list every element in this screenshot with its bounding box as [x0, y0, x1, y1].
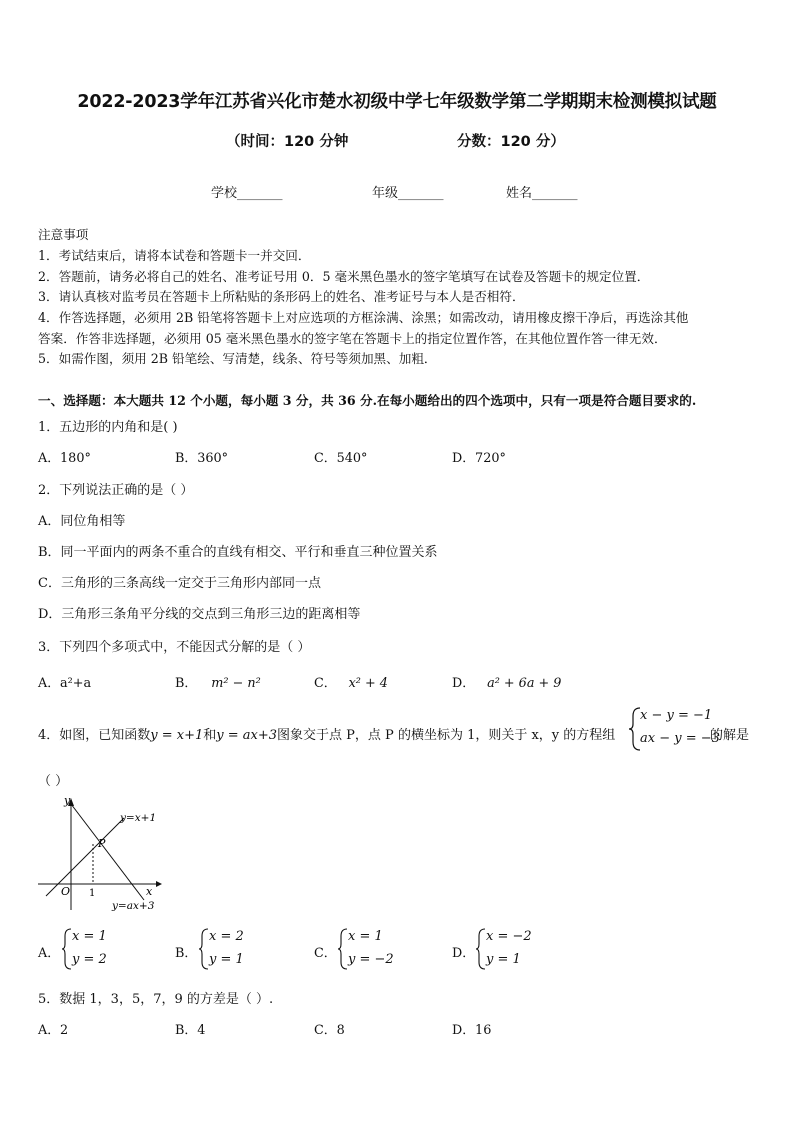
q3-label-b: B．	[175, 676, 198, 691]
exam-title: 2022-2023学年江苏省兴化市楚水初级中学七年级数学第二学期期末检测模拟试题	[77, 92, 717, 112]
q5-option-c: C．8	[314, 1023, 345, 1038]
x-axis-label: x	[146, 885, 153, 898]
q4-stem	[38, 724, 615, 743]
notice-item-5: 5．如需作图，须用 2B 铅笔绘、写清楚，线条、符号等须加黑、加粗．	[38, 351, 437, 366]
q3-stem: 3．下列四个多项式中，不能因式分解的是（ ）	[38, 640, 311, 655]
q3-label-d: D．	[452, 676, 476, 691]
q4-option-a-line-1: x = 1	[72, 929, 107, 944]
q3-expr-a: a²+a	[60, 676, 92, 691]
q1-option-c: C．540°	[314, 451, 368, 466]
q2-stem: 2．下列说法正确的是（ ）	[38, 483, 194, 498]
q1-stem: 1．五边形的内角和是( )	[38, 420, 178, 435]
name-field: 姓名_______	[506, 186, 578, 201]
notice-item-3: 3．请认真核对监考员在答题卡上所粘贴的条形码上的姓名、准考证号与本人是否相符．	[38, 289, 525, 304]
q4-label-b: B．	[175, 946, 198, 961]
q1-option-a: A．180°	[38, 451, 91, 466]
q4-option-a-line-2: y = 2	[72, 952, 107, 967]
q4-option-b-line-2: y = 1	[209, 952, 244, 967]
q4-function-2: y = ax+3	[216, 728, 278, 743]
notice-heading: 注意事项	[38, 227, 89, 242]
q4-label-c: C．	[314, 946, 337, 961]
q2-option-d: D．三角形三条角平分线的交点到三角形三边的距离相等	[38, 607, 361, 622]
q4-option-b-line-1: x = 2	[209, 929, 244, 944]
point-p-label: P	[98, 837, 106, 850]
q4-and: 和	[203, 728, 217, 743]
q4-stem-part2: 图象交于点 P，点 P 的横坐标为 1，则关于 x，y 的方程组	[277, 728, 616, 743]
q4-paren: （ ）	[38, 774, 69, 789]
q4-stem-part3: 的解是	[710, 728, 750, 743]
q4-label-a: A．	[38, 946, 61, 961]
school-field: 学校_______	[211, 186, 283, 201]
score-label: 分数：120 分）	[457, 134, 565, 150]
x-axis-arrow	[156, 881, 162, 887]
q4-system-line-1: x − y = −1	[640, 708, 713, 723]
q3-label-c: C．	[314, 676, 337, 691]
notice-item-2: 2．答题前，请务必将自己的姓名、准考证号用 0．5 毫米黑色墨水的签字笔填写在试卷及答题卡的规定位置．	[38, 269, 650, 284]
q4-option-c-line-1: x = 1	[348, 929, 383, 944]
notice-item-4-cont: 答案．作答非选择题，必须用 05 毫米黑色墨水的签字笔在答题卡上的指定位置作答，在其他位置作答一律无效．	[38, 331, 667, 346]
q3-expr-c: x² + 4	[348, 676, 388, 691]
q4-function-1: y = x+1	[150, 728, 204, 743]
line2-label: y=ax+3	[112, 900, 155, 912]
line1-label: y=x+1	[120, 812, 157, 824]
time-label: （时间：120 分钟	[226, 134, 349, 150]
q3-option-a	[38, 672, 91, 691]
q3-expr-b: m² − n²	[211, 676, 261, 691]
q3-label-a: A．	[38, 676, 61, 691]
q2-option-b: B．同一平面内的两条不重合的直线有相交、平行和垂直三种位置关系	[38, 545, 438, 560]
q4-option-c-line-2: y = −2	[348, 952, 394, 967]
q4-label-d: D．	[452, 946, 476, 961]
q5-option-b: B．4	[175, 1023, 206, 1038]
notice-item-1: 1．考试结束后，请将本试卷和答题卡一并交回．	[38, 248, 311, 263]
q3-option-d	[452, 672, 561, 691]
grade-field: 年级_______	[372, 186, 444, 201]
q3-option-c	[314, 672, 388, 691]
origin-label: O	[61, 885, 71, 898]
notice-item-4: 4．作答选择题，必须用 2B 铅笔将答题卡上对应选项的方框涂满、涂黑；如需改动，请用橡皮擦干净后，再选涂其他	[38, 310, 689, 325]
y-axis-label: y	[64, 794, 71, 807]
q2-option-c: C．三角形的三条高线一定交于三角形内部同一点	[38, 576, 321, 591]
q1-option-b: B．360°	[175, 451, 229, 466]
q2-option-a: A．同位角相等	[38, 514, 126, 529]
q5-option-a: A．2	[38, 1023, 69, 1038]
q3-option-b	[175, 672, 261, 691]
section-heading: 一、选择题：本大题共 12 个小题，每小题 3 分，共 36 分.在每小题给出的四个选项中，只有一项是符合题目要求的.	[38, 393, 697, 408]
q5-option-d: D．16	[452, 1023, 492, 1038]
q4-system-line-2: ax − y = −3	[640, 731, 720, 746]
q5-stem: 5．数据 1，3，5，7，9 的方差是（ ）.	[38, 992, 274, 1007]
q4-option-d-line-1: x = −2	[486, 929, 532, 944]
q4-stem-part1: 4．如图，已知函数	[38, 728, 151, 743]
q3-expr-d: a² + 6a + 9	[487, 676, 562, 691]
q1-option-d: D．720°	[452, 451, 506, 466]
tick-label-1: 1	[89, 888, 96, 899]
q4-graph	[36, 792, 170, 916]
q4-option-d-line-2: y = 1	[486, 952, 521, 967]
